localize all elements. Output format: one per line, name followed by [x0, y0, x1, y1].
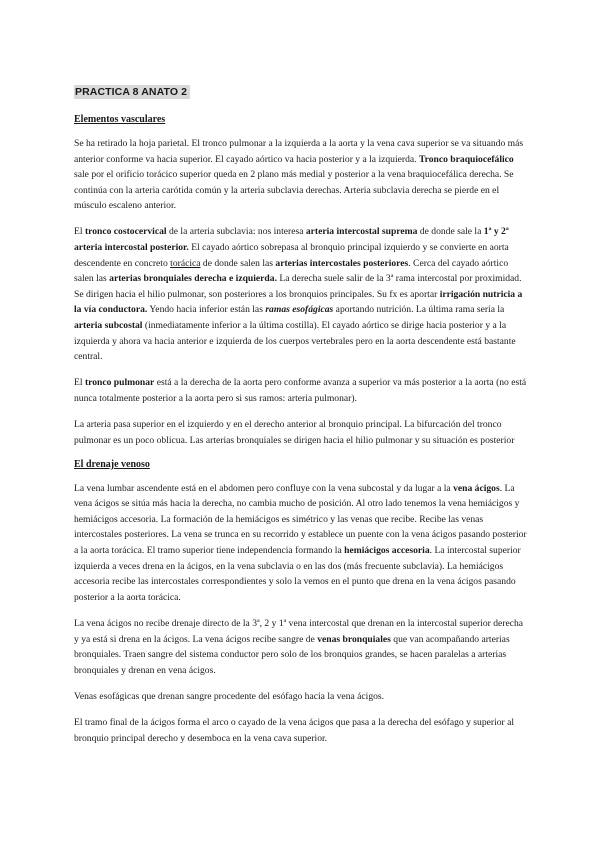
text-run: (inmediatamente inferior a la última costilla). El cayado aórtico se dirige hacia posterior y a la izquierda y ahora va hacia anterior e izquierda de los cuerpos vertebrales pero en la aorta descendente está bastante central. [74, 320, 516, 363]
text-run: La arteria pasa superior en el izquierdo y en el derecho anterior al bronquio principal. La bifurcación del tronco pulmonar es un poco oblicua. Las arterias bronquiales se dirigen hacia el hilio pulmonar y su situación es posterior [74, 419, 515, 446]
emphasized-term: arterias bronquiales derecha e izquierda. [109, 273, 277, 285]
emphasized-term: torácica [170, 257, 201, 269]
emphasized-term: ramas esofágicas [265, 304, 334, 316]
paragraph [74, 689, 529, 705]
text-run: de donde sale la [417, 226, 484, 238]
text-run: sale por el orificio torácico superior queda en 2 plano más medial y posterior a la vena braquiocefálica derecha. Se continúa con la arteria carótida común y la arteria subclavia derechas. Arteria subclavia derecha se pierde en el músculo escaleno anterior. [74, 169, 514, 212]
emphasized-term: arteria subcostal [74, 320, 143, 332]
paragraph [74, 715, 529, 746]
text-run: La vena lumbar ascendente está en el abdomen pero confluye con la vena subcostal y da lugar a la [74, 482, 454, 494]
emphasized-term: arteria intercostal suprema [305, 226, 418, 238]
text-run: Se ha retirado la hoja parietal. El tronco pulmonar a la izquierda a la aorta y la vena cava superior se va situando más anterior conforme va hacia superior. El cayado aórtico va hacia posterior y a la izquierda. [74, 138, 524, 165]
paragraph [74, 375, 529, 406]
document-title: PRACTICA 8 ANATO 2 [74, 85, 190, 99]
text-run: Venas esofágicas que drenan sangre procedente del esófago hacia la vena ácigos. [74, 690, 385, 702]
paragraph [74, 616, 529, 678]
document-body [74, 114, 529, 746]
text-run: aportando nutrición. La última rama sería la [333, 304, 505, 316]
text-run: El [74, 377, 85, 389]
text-run: . La vena ácigos se sitúa más hacia la derecha, no cambia mucho de posición. Al otro lado tenemos la vena hemiácigos y hemiácigos accesoria. La formación de la hemiácigos es simétrico y las venas que recibe. Recibe las venas intercostales posteriores. La vena se trunca en su recorrido y establece un puente con la vena ácigos pasando posterior a la aorta torácica. El tramo superior tiene independencia formando la [74, 482, 527, 557]
emphasized-term: irrigación nutricia a la vía conductora. [74, 288, 523, 316]
text-run: La derecha suele salir de la 3ª rama intercostal por proximidad. Se dirigen hacia el hilio pulmonar, son posteriores a los bronquios principales. Su fx es aportar [74, 273, 522, 300]
paragraph [74, 136, 529, 214]
emphasized-term: arterias intercostales posteriores [275, 257, 409, 269]
emphasized-term: venas bronquiales [317, 633, 391, 645]
text-run: . Cerca del cayado aórtico salen las [74, 257, 509, 285]
emphasized-term: tronco costocervical [84, 226, 167, 238]
text-run: El tramo final de la ácigos forma el arco o cayado de la vena ácigos que pasa a la derecha del esófago y superior al bronquio principal derecho y desemboca en la vena cava superior. [74, 716, 515, 744]
paragraph [74, 417, 529, 448]
text-run: El cayado aórtico sobrepasa al bronquio principal izquierdo y se convierte en aorta descendente en concreto [74, 242, 509, 269]
text-run: está a la derecha de la aorta pero conforme avanza a superior va más posterior a la aorta (no está nunca totalmente posterior a la aorta pero si sus ramos: arteria pulmonar). [74, 377, 527, 404]
document-page [74, 82, 529, 757]
emphasized-term: vena ácigos [453, 482, 500, 494]
text-run: que van acompañando arterias bronquiales. Traen sangre del sistema conductor pero solo de los bronquios grandes, se hacen paralelas a arterias bronquiales y drenan en vena ácigos. [74, 633, 510, 676]
emphasized-term: Tronco braquiocefálico [418, 153, 514, 165]
emphasized-term: 1ª y 2ª arteria intercostal posterior. [74, 226, 509, 254]
text-run: La vena ácigos no recibe drenaje directo de la 3ª, 2 y 1ª vena intercostal que drenan en la intercostal superior derecha y ya está si drena en la ácigos. La vena ácigos recibe sangre de [74, 617, 524, 645]
paragraph [74, 481, 529, 606]
section-heading: El drenaje venoso [74, 458, 150, 470]
text-run: El [74, 226, 85, 238]
text-run: de la arteria subclavia: nos interesa [166, 226, 306, 238]
emphasized-term: hemiácigos accesoria [344, 545, 430, 557]
text-run: de donde salen las [200, 257, 276, 269]
emphasized-term: tronco pulmonar [84, 377, 155, 389]
text-run: . La intercostal superior izquierda a veces drena en la ácigos, en la vena subclavia o en las dos (más frecuente subclavia). La hemiácigos accesoria recibe las intercostales correspondientes y solo la vemos en el punto que drena en la vena ácigos pasando posterior a la aorta torácica. [74, 545, 521, 603]
section-heading: Elementos vasculares [74, 114, 166, 125]
paragraph [74, 224, 529, 364]
text-run: Yendo hacia inferior están las [147, 304, 266, 316]
